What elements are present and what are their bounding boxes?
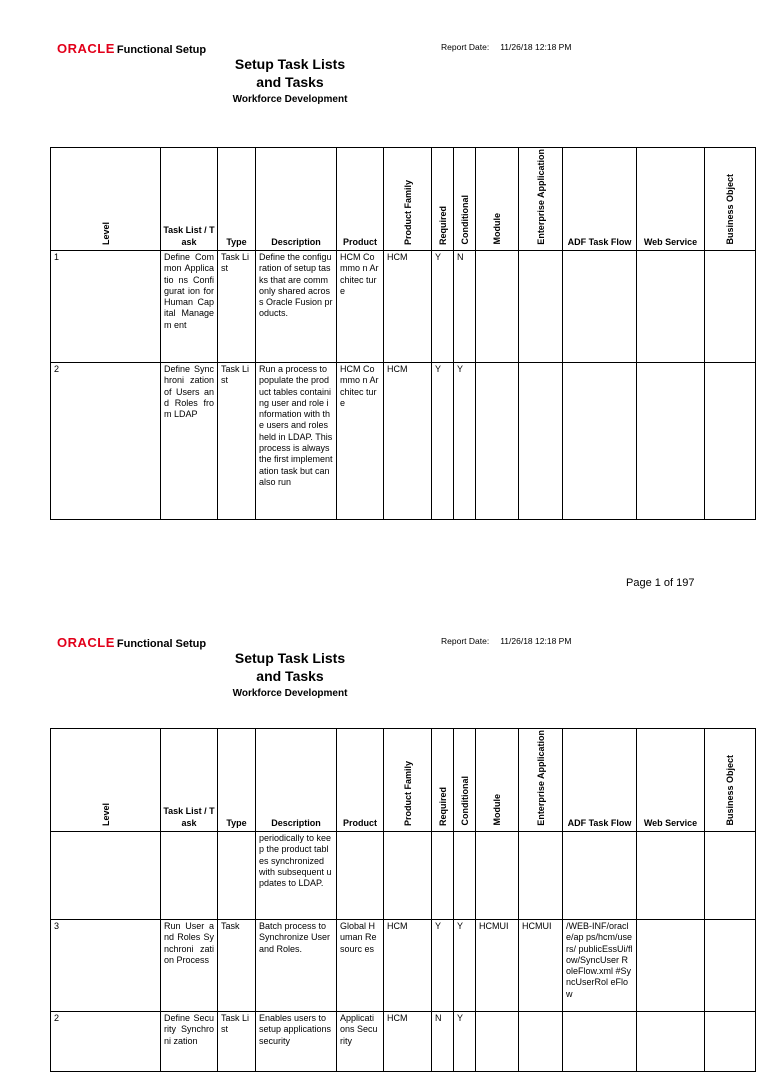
cell-adf-task-flow xyxy=(563,362,637,519)
report-date xyxy=(441,42,571,52)
product-name: Functional Setup xyxy=(116,638,207,650)
report-date-label: Report Date: xyxy=(441,42,490,52)
cell-enterprise-application xyxy=(519,362,563,519)
column-header-description: Description xyxy=(256,148,337,251)
column-header-product: Product xyxy=(337,148,384,251)
column-header-adf-task-flow: ADF Task Flow xyxy=(563,729,637,832)
title-line-2: and Tasks xyxy=(256,668,324,684)
brand-name: ORACLE xyxy=(57,41,115,56)
cell-module xyxy=(476,831,519,919)
cell-required: Y xyxy=(432,919,454,1011)
cell-level: 3 xyxy=(51,919,161,1011)
table-row xyxy=(51,362,756,519)
page-subtitle: Workforce Development xyxy=(232,94,348,105)
setup-task-table xyxy=(50,147,756,520)
cell-module xyxy=(476,362,519,519)
title-line-2: and Tasks xyxy=(256,74,324,90)
cell-required: Y xyxy=(432,250,454,362)
cell-level: 1 xyxy=(51,250,161,362)
cell-product: Global Human Resourc es xyxy=(337,919,384,1011)
cell-description: Enables users to setup applications security xyxy=(256,1011,337,1071)
column-header-task-list: Task List / Task xyxy=(161,729,218,832)
cell-enterprise-application xyxy=(519,250,563,362)
column-header-required: Required xyxy=(432,148,454,251)
cell-level: 2 xyxy=(51,1011,161,1071)
setup-task-table xyxy=(50,728,756,1072)
column-header-business-object: Business Object xyxy=(705,729,756,832)
page-subtitle: Workforce Development xyxy=(232,688,348,699)
cell-description: Define the configuration of setup tasks that are commonly shared across Oracle Fusion products. xyxy=(256,250,337,362)
cell-enterprise-application xyxy=(519,1011,563,1071)
cell-conditional: Y xyxy=(454,362,476,519)
cell-task xyxy=(161,831,218,919)
cell-type: Task List xyxy=(218,362,256,519)
cell-product-family: HCM xyxy=(384,362,432,519)
product-name: Functional Setup xyxy=(116,44,207,56)
cell-required: Y xyxy=(432,362,454,519)
cell-product-family: HCM xyxy=(384,919,432,1011)
column-header-type: Type xyxy=(218,729,256,832)
cell-description: Run a process to populate the product tables containing user and role information with the users and roles held in LDAP. This process is always the first implementation task but can also run xyxy=(256,362,337,519)
brand-name: ORACLE xyxy=(57,635,115,650)
column-header-type: Type xyxy=(218,148,256,251)
column-header-required: Required xyxy=(432,729,454,832)
cell-web-service xyxy=(637,1011,705,1071)
column-header-conditional: Conditional xyxy=(454,148,476,251)
column-header-module: Module xyxy=(476,148,519,251)
column-header-module: Module xyxy=(476,729,519,832)
page-title xyxy=(205,55,375,91)
column-header-web-service: Web Service xyxy=(637,729,705,832)
column-header-business-object: Business Object xyxy=(705,148,756,251)
cell-web-service xyxy=(637,919,705,1011)
cell-conditional xyxy=(454,831,476,919)
report-date xyxy=(441,636,571,646)
oracle-logo xyxy=(57,635,206,650)
column-header-conditional: Conditional xyxy=(454,729,476,832)
cell-web-service xyxy=(637,831,705,919)
table-row xyxy=(51,250,756,362)
cell-product-family: HCM xyxy=(384,1011,432,1071)
cell-business-object xyxy=(705,362,756,519)
title-line-1: Setup Task Lists xyxy=(234,650,346,666)
report-date-value: 11/26/18 12:18 PM xyxy=(500,636,572,646)
cell-enterprise-application xyxy=(519,831,563,919)
column-header-task-list: Task List / Task xyxy=(161,148,218,251)
table-row xyxy=(51,919,756,1011)
cell-business-object xyxy=(705,250,756,362)
cell-conditional: Y xyxy=(454,919,476,1011)
cell-required xyxy=(432,831,454,919)
cell-description: Batch process to Synchronize User and Roles. xyxy=(256,919,337,1011)
cell-web-service xyxy=(637,250,705,362)
cell-type xyxy=(218,831,256,919)
report-date-label: Report Date: xyxy=(441,636,490,646)
cell-required: N xyxy=(432,1011,454,1071)
cell-product-family: HCM xyxy=(384,250,432,362)
column-header-adf-task-flow: ADF Task Flow xyxy=(563,148,637,251)
cell-product: HCM Commo n Architec ture xyxy=(337,362,384,519)
column-header-product-family: Product Family xyxy=(384,729,432,832)
column-header-level: Level xyxy=(51,729,161,832)
cell-task: Run User and Roles Synchroni zation Process xyxy=(161,919,218,1011)
header-row xyxy=(51,729,756,832)
page-title xyxy=(205,649,375,685)
cell-business-object xyxy=(705,919,756,1011)
page-number: Page 1 of 197 xyxy=(626,577,695,589)
table-row xyxy=(51,831,756,919)
cell-type: Task xyxy=(218,919,256,1011)
cell-adf-task-flow: /WEB-INF/oracle/ap ps/hcm/users/ publicEssUi/fl ow/SyncUser RoleFlow.xml #SyncUserRol eFlow xyxy=(563,919,637,1011)
oracle-logo xyxy=(57,41,206,56)
report-date-value: 11/26/18 12:18 PM xyxy=(500,42,572,52)
column-header-enterprise-application: Enterprise Application xyxy=(519,729,563,832)
column-header-level: Level xyxy=(51,148,161,251)
cell-product-family xyxy=(384,831,432,919)
column-header-product: Product xyxy=(337,729,384,832)
report-page-2 xyxy=(0,594,768,1046)
cell-description: periodically to keep the product tables synchronized with subsequent updates to LDAP. xyxy=(256,831,337,919)
column-header-description: Description xyxy=(256,729,337,832)
cell-product xyxy=(337,831,384,919)
cell-type: Task List xyxy=(218,250,256,362)
cell-task: Define Common Applicatio ns Configurat ion for Human Capital Managem ent xyxy=(161,250,218,362)
cell-enterprise-application: HCMUI xyxy=(519,919,563,1011)
cell-adf-task-flow xyxy=(563,250,637,362)
column-header-product-family: Product Family xyxy=(384,148,432,251)
cell-module xyxy=(476,1011,519,1071)
cell-task: Define Synchroni zation of Users and Roles from LDAP xyxy=(161,362,218,519)
column-header-web-service: Web Service xyxy=(637,148,705,251)
cell-product: Applicati ons Security xyxy=(337,1011,384,1071)
cell-type: Task List xyxy=(218,1011,256,1071)
cell-conditional: Y xyxy=(454,1011,476,1071)
title-line-1: Setup Task Lists xyxy=(234,56,346,72)
cell-business-object xyxy=(705,831,756,919)
table-row xyxy=(51,1011,756,1071)
cell-conditional: N xyxy=(454,250,476,362)
header-row xyxy=(51,148,756,251)
cell-product: HCM Commo n Architec ture xyxy=(337,250,384,362)
cell-level xyxy=(51,831,161,919)
cell-adf-task-flow xyxy=(563,1011,637,1071)
cell-level: 2 xyxy=(51,362,161,519)
column-header-enterprise-application: Enterprise Application xyxy=(519,148,563,251)
cell-module xyxy=(476,250,519,362)
cell-web-service xyxy=(637,362,705,519)
cell-business-object xyxy=(705,1011,756,1071)
cell-module: HCMUI xyxy=(476,919,519,1011)
cell-task: Define Security Synchroni zation xyxy=(161,1011,218,1071)
cell-adf-task-flow xyxy=(563,831,637,919)
